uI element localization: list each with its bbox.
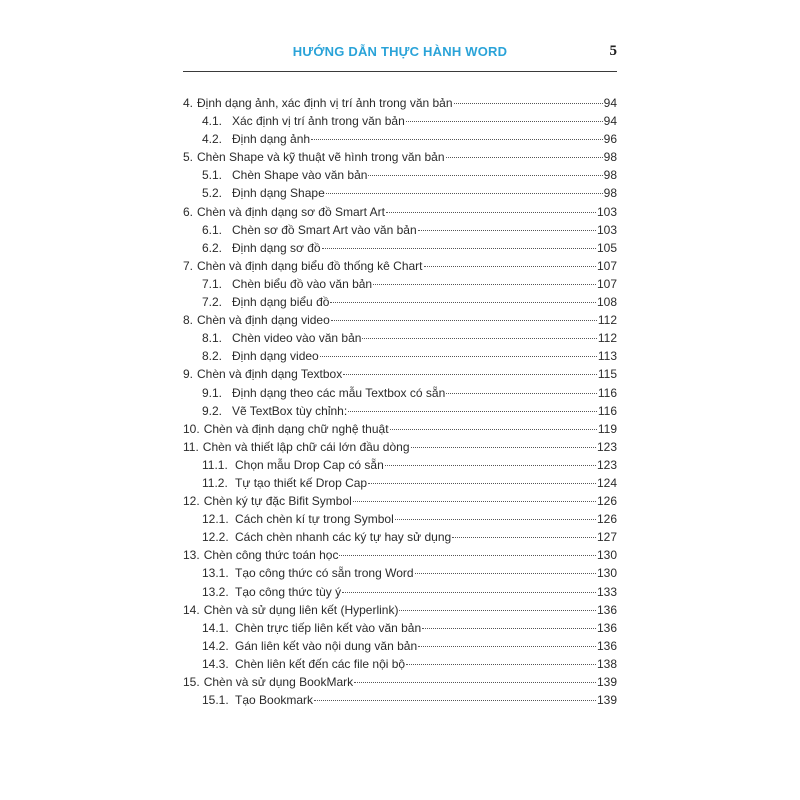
table-of-contents	[183, 94, 617, 709]
toc-entry	[183, 474, 617, 492]
toc-entry-title: Chèn và định dạng Textbox	[197, 367, 343, 382]
toc-entry	[183, 203, 617, 221]
toc-entry-title: Chèn Shape vào văn bản	[232, 168, 368, 183]
toc-dot-leader	[353, 501, 596, 502]
toc-entry	[183, 492, 617, 510]
toc-entry-number: 14.1.	[202, 620, 229, 635]
toc-entry-number: 8.2.	[202, 349, 223, 364]
toc-dot-leader	[320, 356, 597, 357]
toc-entry-number: 13.	[183, 548, 200, 563]
toc-entry-title: Chèn và thiết lập chữ cái lớn đầu dòng	[202, 439, 410, 454]
toc-entry-number: 7.2.	[202, 295, 223, 310]
toc-entry-page: 124	[596, 475, 617, 490]
toc-entry	[183, 402, 617, 420]
toc-entry	[183, 637, 617, 655]
toc-entry-page: 94	[603, 96, 617, 110]
toc-entry	[183, 619, 617, 637]
toc-dot-leader	[452, 537, 596, 538]
toc-entry-page: 108	[596, 295, 617, 310]
toc-entry-number: 12.1.	[202, 512, 229, 527]
toc-entry-title: Chèn và sử dụng liên kết (Hyperlink)	[203, 602, 399, 617]
toc-entry-number: 10.	[183, 421, 200, 436]
toc-entry-number: 7.	[183, 258, 194, 273]
toc-dot-leader	[446, 393, 597, 394]
toc-entry-number: 7.1.	[202, 276, 223, 291]
header-divider	[183, 71, 617, 72]
toc-entry-number: 4.2.	[202, 132, 223, 147]
toc-entry-title: Định dạng biểu đồ	[232, 295, 330, 310]
toc-entry	[183, 510, 617, 528]
toc-dot-leader	[415, 573, 596, 574]
toc-entry-page: 130	[596, 566, 617, 581]
toc-dot-leader	[406, 121, 603, 122]
toc-entry-number: 11.	[183, 439, 199, 454]
toc-entry-title: Định dạng Shape	[232, 186, 325, 201]
toc-dot-leader	[390, 429, 597, 430]
toc-dot-leader	[418, 230, 596, 231]
toc-entry-title: Vẽ TextBox tùy chỉnh:	[232, 403, 348, 418]
toc-entry-title: Chèn và định dạng video	[197, 313, 330, 328]
toc-entry-page: 112	[597, 331, 617, 346]
toc-dot-leader	[368, 175, 602, 176]
toc-entry-title: Cách chèn nhanh các ký tự hay sử dụng	[235, 530, 452, 545]
toc-entry-page: 136	[596, 602, 617, 617]
toc-entry-title: Tạo công thức có sẵn trong Word	[235, 566, 414, 581]
toc-entry-title: Chọn mẫu Drop Cap có sẵn	[235, 457, 384, 472]
toc-entry-page: 98	[603, 150, 617, 165]
toc-entry	[183, 528, 617, 546]
toc-entry-title: Xác định vị trí ảnh trong văn bản	[232, 114, 405, 129]
toc-entry	[183, 438, 617, 456]
toc-entry-page: 126	[596, 512, 617, 527]
toc-entry	[183, 347, 617, 365]
toc-entry-title: Chèn và định dạng chữ nghệ thuật	[203, 421, 389, 436]
toc-entry	[183, 564, 617, 582]
toc-dot-leader	[422, 628, 596, 629]
toc-dot-leader	[454, 103, 603, 104]
toc-entry-number: 14.2.	[202, 638, 229, 653]
toc-dot-leader	[342, 592, 596, 593]
toc-entry-page: 96	[603, 132, 617, 147]
toc-entry-page: 103	[596, 222, 617, 237]
toc-entry-page: 139	[596, 675, 617, 689]
toc-entry	[183, 456, 617, 474]
toc-entry	[183, 420, 617, 438]
toc-entry-page: 103	[596, 204, 617, 219]
toc-entry-number: 6.1.	[202, 222, 223, 237]
toc-entry	[183, 94, 617, 112]
toc-entry-title: Chèn video vào văn bản	[232, 331, 362, 346]
toc-entry	[183, 148, 617, 166]
toc-entry-page: 133	[596, 584, 617, 599]
toc-entry-page: 107	[596, 276, 617, 291]
toc-entry-title: Chèn Shape và kỹ thuật vẽ hình trong văn bản	[197, 150, 445, 165]
toc-entry-page: 94	[603, 114, 617, 129]
toc-entry-page: 115	[597, 367, 617, 382]
toc-entry-page: 119	[597, 421, 617, 436]
toc-entry-number: 8.1.	[202, 331, 223, 346]
toc-entry-page: 123	[596, 457, 617, 472]
toc-dot-leader	[399, 610, 595, 611]
toc-entry-title: Chèn liên kết đến các file nội bộ	[235, 656, 406, 671]
toc-entry-page: 105	[596, 240, 617, 255]
toc-dot-leader	[368, 483, 596, 484]
toc-entry-number: 13.2.	[202, 584, 229, 599]
toc-entry-title: Định dạng theo các mẫu Textbox có sẵn	[232, 385, 446, 400]
header-title: HƯỚNG DẪN THỰC HÀNH WORD	[292, 44, 508, 59]
toc-dot-leader	[343, 374, 597, 375]
toc-entry-title: Tạo Bookmark	[235, 693, 314, 708]
toc-entry-page: 123	[596, 439, 617, 454]
toc-entry	[183, 293, 617, 311]
toc-entry-title: Chèn sơ đồ Smart Art vào văn bản	[232, 222, 417, 237]
toc-entry	[183, 184, 617, 202]
toc-entry	[183, 166, 617, 184]
toc-entry-number: 5.2.	[202, 186, 223, 201]
toc-entry	[183, 601, 617, 619]
toc-entry-title: Định dạng video	[232, 349, 319, 364]
toc-entry-number: 13.1.	[202, 566, 229, 581]
toc-entry-page: 136	[596, 638, 617, 653]
toc-dot-leader	[385, 465, 596, 466]
toc-entry-page: 98	[603, 186, 617, 201]
toc-entry-number: 12.	[183, 494, 200, 509]
toc-entry-page: 112	[597, 313, 617, 328]
toc-entry-number: 4.	[183, 96, 194, 110]
toc-dot-leader	[424, 266, 596, 267]
toc-entry	[183, 221, 617, 239]
toc-entry	[183, 365, 617, 383]
toc-entry-number: 6.2.	[202, 240, 223, 255]
toc-entry-page: 107	[596, 258, 617, 273]
toc-entry-number: 9.	[183, 367, 194, 382]
toc-dot-leader	[395, 519, 596, 520]
toc-entry-page: 127	[596, 530, 617, 545]
toc-entry-title: Chèn và định dạng sơ đồ Smart Art	[197, 204, 385, 219]
toc-entry-title: Định dạng sơ đồ	[232, 240, 321, 255]
toc-entry-number: 9.1.	[202, 385, 223, 400]
toc-entry-title: Gán liên kết vào nội dung văn bản	[235, 638, 418, 653]
toc-entry	[183, 239, 617, 257]
page-number: 5	[609, 43, 617, 59]
toc-entry-page: 116	[597, 385, 617, 400]
toc-entry	[183, 275, 617, 293]
toc-dot-leader	[322, 248, 596, 249]
toc-entry-page: 139	[596, 693, 617, 708]
toc-dot-leader	[362, 338, 596, 339]
toc-entry-number: 6.	[183, 204, 194, 219]
toc-entry	[183, 384, 617, 402]
toc-entry-page: 138	[596, 656, 617, 671]
toc-entry-page: 126	[596, 494, 617, 509]
toc-entry	[183, 311, 617, 329]
toc-entry-number: 9.2.	[202, 403, 223, 418]
toc-entry-title: Định dạng ảnh	[232, 132, 311, 147]
toc-dot-leader	[411, 447, 596, 448]
toc-entry-number: 4.1.	[202, 114, 223, 129]
toc-entry-title: Chèn trực tiếp liên kết vào văn bản	[235, 620, 422, 635]
toc-dot-leader	[354, 682, 596, 683]
toc-entry-number: 8.	[183, 313, 194, 328]
toc-entry	[183, 546, 617, 564]
toc-entry-number: 14.	[183, 602, 200, 617]
toc-entry-number: 14.3.	[202, 656, 229, 671]
toc-entry-number: 11.2.	[202, 475, 228, 490]
toc-entry-title: Chèn và sử dụng BookMark	[203, 675, 354, 689]
toc-entry	[183, 691, 617, 709]
toc-entry-title: Tự tạo thiết kế Drop Cap	[235, 475, 368, 490]
toc-entry	[183, 655, 617, 673]
toc-entry-title: Định dạng ảnh, xác định vị trí ảnh trong văn bản	[197, 96, 453, 110]
toc-entry-title: Cách chèn kí tự trong Symbol	[235, 512, 394, 527]
toc-dot-leader	[330, 302, 596, 303]
toc-entry-number: 12.2.	[202, 530, 229, 545]
toc-entry	[183, 583, 617, 601]
toc-entry-number: 5.	[183, 150, 194, 165]
toc-entry-title: Chèn ký tự đặc Bifit Symbol	[203, 494, 352, 509]
toc-dot-leader	[339, 555, 595, 556]
toc-dot-leader	[311, 139, 603, 140]
toc-entry-number: 5.1.	[202, 168, 223, 183]
toc-entry-title: Chèn công thức toán học	[203, 548, 339, 563]
toc-dot-leader	[331, 320, 597, 321]
toc-entry-number: 15.	[183, 675, 200, 689]
toc-dot-leader	[348, 411, 597, 412]
toc-entry	[183, 130, 617, 148]
toc-entry-title: Chèn biểu đồ vào văn bản	[232, 276, 373, 291]
toc-dot-leader	[373, 284, 596, 285]
page-header	[183, 44, 617, 66]
toc-dot-leader	[418, 646, 596, 647]
toc-dot-leader	[326, 193, 603, 194]
toc-dot-leader	[406, 664, 596, 665]
toc-entry-page: 113	[597, 349, 617, 364]
toc-dot-leader	[446, 157, 603, 158]
toc-dot-leader	[314, 700, 596, 701]
toc-entry-page: 98	[603, 168, 617, 183]
toc-entry-number: 11.1.	[202, 457, 228, 472]
toc-entry-page: 116	[597, 403, 617, 418]
toc-entry	[183, 257, 617, 275]
toc-entry-number: 15.1.	[202, 693, 229, 708]
toc-entry-page: 130	[596, 548, 617, 563]
toc-entry	[183, 329, 617, 347]
toc-entry	[183, 673, 617, 691]
toc-entry-title: Tạo công thức tùy ý	[235, 584, 342, 599]
toc-dot-leader	[386, 212, 596, 213]
toc-entry	[183, 112, 617, 130]
toc-entry-page: 136	[596, 620, 617, 635]
toc-entry-title: Chèn và định dạng biểu đồ thống kê Chart	[197, 258, 423, 273]
